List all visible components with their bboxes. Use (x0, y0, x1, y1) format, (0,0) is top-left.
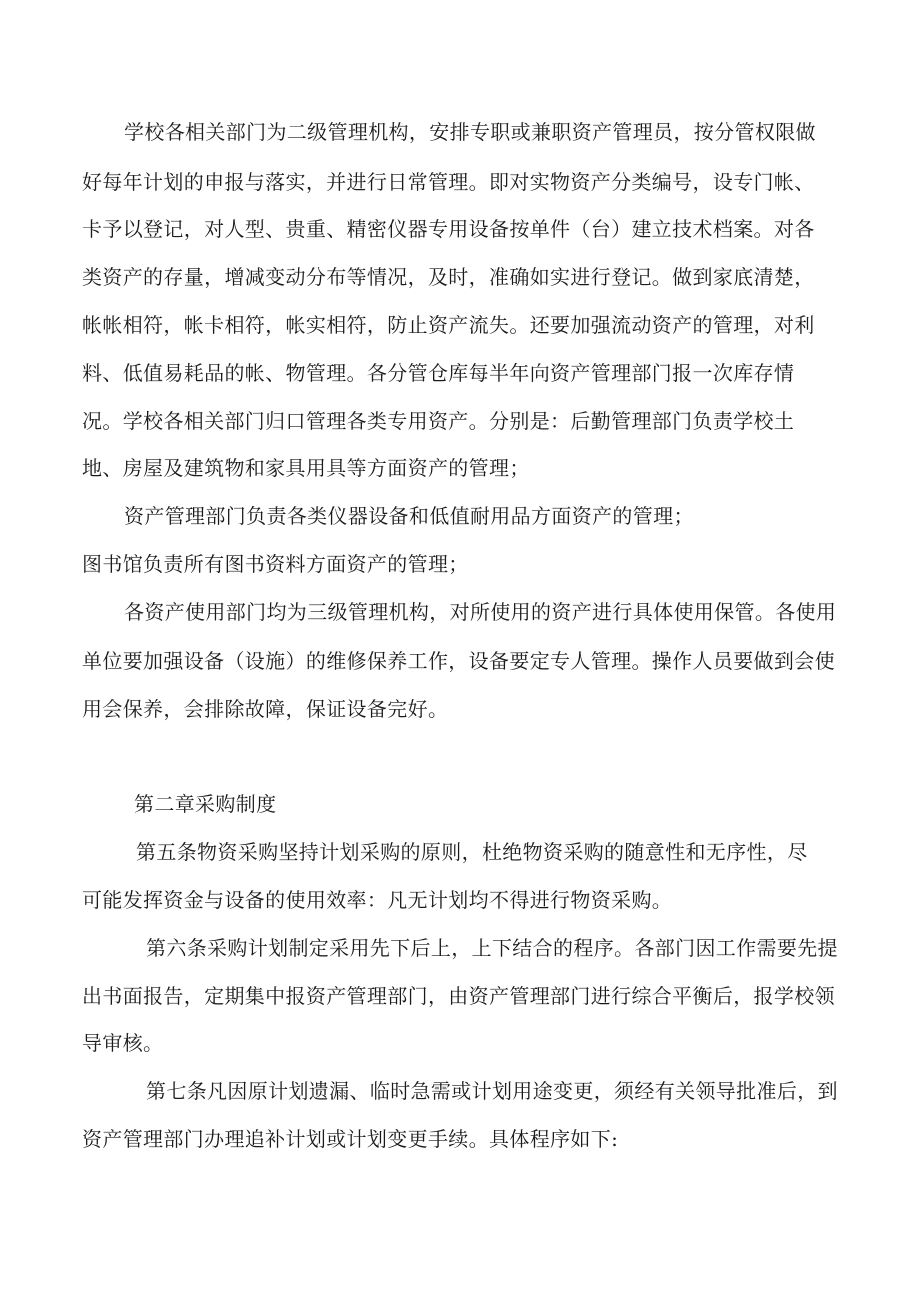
text-line: 地、房屋及建筑物和家具用具等方面资产的管理； (82, 456, 530, 480)
text-line: 各资产使用部门均为三级管理机构，对所使用的资产进行具体使用保管。各使用 (124, 600, 837, 624)
text-line: 第五条物资采购坚持计划采购的原则，杜绝物资采购的随意性和无序性，尽 (136, 840, 808, 864)
text-line: 出书面报告，定期集中报资产管理部门，由资产管理部门进行综合平衡后，报学校领 (82, 984, 835, 1008)
text-line: 类资产的存量，增减变动分布等情况，及时，准确如实进行登记。做到家底清楚， (82, 265, 815, 289)
text-line: 好每年计划的申报与落实，并进行日常管理。即对实物资产分类编号，设专门帐、 (82, 170, 815, 194)
text-line: 学校各相关部门为二级管理机构，安排专职或兼职资产管理员，按分管权限做 (124, 120, 816, 144)
text-line: 卡予以登记，对人型、贵重、精密仪器专用设备按单件（台）建立技术档案。对各 (82, 217, 815, 241)
text-line: 帐帐相符，帐卡相符，帐实相符，防止资产流失。还要加强流动资产的管理，对利 (82, 313, 815, 337)
text-line: 用会保养，会排除故障，保证设备完好。 (82, 697, 449, 721)
text-line: 导审核。 (82, 1031, 164, 1055)
text-line: 料、低值易耗品的帐、物管理。各分管仓库每半年向资产管理部门报一次库存情 (82, 361, 795, 385)
text-line: 第六条采购计划制定采用先下后上，上下结合的程序。各部门因工作需要先提 (146, 936, 838, 960)
text-line: 单位要加强设备（设施）的维修保养工作，设备要定专人管理。操作人员要做到会使 (82, 649, 835, 673)
chapter-heading: 第二章采购制度 (134, 792, 277, 816)
text-line: 图书馆负责所有图书资料方面资产的管理； (82, 552, 469, 576)
text-line: 况。学校各相关部门归口管理各类专用资产。分别是：后勤管理部门负责学校土 (82, 409, 795, 433)
text-line: 第七条凡因原计划遗漏、临时急需或计划用途变更，须经有关领导批准后，到 (146, 1079, 838, 1103)
text-line: 资产管理部门办理追补计划或计划变更手续。具体程序如下: (82, 1127, 619, 1151)
text-line: 资产管理部门负责各类仪器设备和低值耐用品方面资产的管理； (124, 504, 694, 528)
text-line: 可能发挥资金与设备的使用效率：凡无计划均不得进行物资采购。 (82, 888, 673, 912)
